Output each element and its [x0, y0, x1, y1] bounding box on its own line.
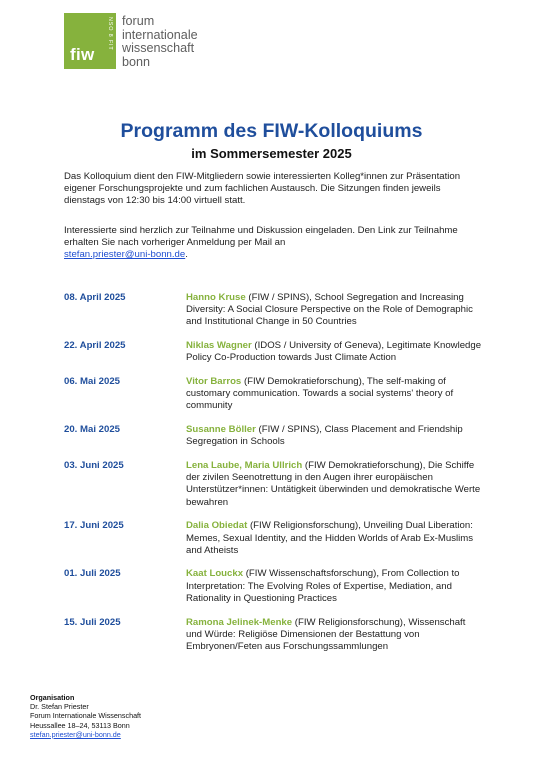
organisation-footer: [30, 693, 141, 739]
registration-paragraph: [64, 225, 484, 262]
page-subtitle: im Sommersemester 2025: [191, 146, 352, 161]
session-title: (FIW Demokratieforschung), The self-making of customary communication. Towards a social systems' theory of community: [186, 376, 454, 412]
session-speaker: Kaat Louckx: [186, 568, 244, 580]
logo-line: bonn: [122, 54, 151, 69]
session-date: 17. Juni 2025: [64, 520, 124, 532]
session-description: [186, 617, 484, 654]
logo-mark: [64, 13, 116, 69]
footer-address: Heussallee 18–24, 53113 Bonn: [30, 720, 130, 730]
page-title: Programm des FIW-Kolloquiums: [120, 120, 423, 142]
fiw-logo: [64, 13, 198, 69]
session-date: 20. Mai 2025: [64, 424, 121, 436]
session-speaker: Dalia Obiedat: [186, 520, 248, 532]
session-title: (IDOS / University of Geneva), Legitimate Knowledge Policy Co-Production towards Just Climate Action: [186, 340, 482, 364]
session-title: (FIW Religionsforschung), Wissenschaft und Würde: Religiöse Dimensionen der Bestattung von Embryonen/Feten aus Forschungssammlungen: [186, 616, 466, 652]
session-description: [186, 340, 484, 364]
session-speaker: Ramona Jelinek-Menke: [186, 616, 293, 628]
session-date: 15. Juli 2025: [64, 616, 121, 628]
intro-paragraph: Das Kolloquium dient den FIW-Mitgliedern sowie interessierten Kolleg*innen zur Präsentation eigener Forschungsprojekte und zum fachlichen Austausch. Die Sitzungen finden jeweils dienstags von 12:30 bis 14:00 virtuell statt.: [64, 171, 461, 207]
session-title: (FIW Demokratieforschung), Die Schiffe der zivilen Seenotrettung in den Augen ihrer europäischen Unterstützer*innen: Untätigkeit überwinden und demokratische Werte bewahren: [186, 460, 481, 508]
session-date: 06. Mai 2025: [64, 376, 121, 388]
session-title: (FIW Wissenschaftsforschung), From Collection to Interpretation: The Evolving Roles of Expertise, Mediation, and Rationality in Questioning Practices: [186, 568, 460, 604]
registration-text: Interessierte sind herzlich zur Teilnahme und Diskussion eingeladen. Den Link zur Teilnahme erhalten Sie nach vorheriger Anmeldung per Mail an: [64, 225, 458, 249]
footer-org: Forum Internationale Wissenschaft: [30, 711, 142, 721]
logo-line: internationale: [122, 27, 198, 42]
session-date: 01. Juli 2025: [64, 568, 121, 580]
session-row: [64, 520, 484, 557]
email-suffix: .: [185, 249, 188, 261]
session-speaker: Niklas Wagner: [186, 340, 252, 352]
session-row: [64, 460, 484, 509]
logo-fiw-text: fiw: [70, 45, 95, 64]
session-row: [64, 568, 484, 605]
session-row: [64, 376, 484, 413]
session-row: [64, 292, 484, 329]
logo-line: wissenschaft: [122, 41, 195, 56]
logo-year-mark: NSO 8 FIT: [107, 17, 113, 51]
session-date: 08. April 2025: [64, 292, 126, 303]
session-date: 03. Juni 2025: [64, 460, 124, 472]
session-description: [186, 376, 484, 413]
session-title: (FIW / SPINS), School Segregation and Increasing Diversity: A Social Closure Perspective on the Role of Demographic and Institutional Change in 50 Countries: [186, 292, 473, 328]
session-row: [64, 617, 484, 654]
footer-heading: Organisation: [30, 693, 75, 702]
session-description: [186, 568, 484, 605]
session-speaker: Susanne Böller: [186, 424, 256, 436]
session-list: [64, 292, 484, 665]
logo-line: forum: [122, 14, 155, 28]
session-title: (FIW Religionsforschung), Unveiling Dual Liberation: Memes, Sexual Identity, and the Hidden Worlds of Arab Ex-Muslims and Atheists: [186, 520, 474, 556]
session-title: (FIW / SPINS), Class Placement and Friendship Segregation in Schools: [186, 424, 463, 448]
session-row: [64, 340, 484, 364]
logo-wordmark: [122, 15, 198, 69]
session-speaker: Vitor Barros: [186, 376, 242, 388]
session-description: [186, 292, 484, 329]
contact-email-link[interactable]: stefan.priester@uni-bonn.de: [64, 249, 186, 261]
session-row: [64, 424, 484, 448]
session-description: [186, 520, 484, 557]
footer-email-link[interactable]: stefan.priester@uni-bonn.de: [30, 729, 121, 739]
session-speaker: Lena Laube, Maria Ullrich: [186, 460, 303, 472]
session-speaker: Hanno Kruse: [186, 292, 246, 303]
session-description: [186, 424, 484, 448]
session-date: 22. April 2025: [64, 340, 126, 352]
footer-name: Dr. Stefan Priester: [30, 702, 89, 712]
session-description: [186, 460, 484, 509]
